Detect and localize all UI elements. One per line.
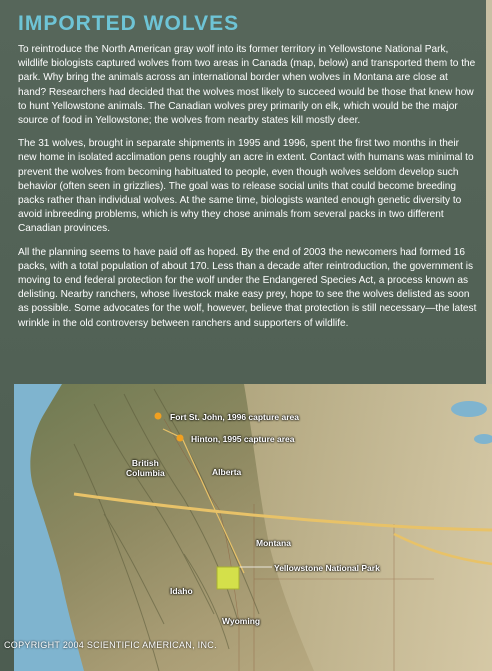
label-montana: Montana xyxy=(256,538,291,548)
paragraph-3: All the planning seems to have paid off as hoped. By the end of 2003 the newcomers had formed 16 packs, with a total population of about 170. Less than a decade after reintroduction, the government is moving to end federal protection for the wolf under the Endangered Species Act, a process known as delisting. Nearby ranchers, whose livestock make easy prey, hope to see the wolves delisted as soon as possible. Some advocates for the wolf, however, believe that protection is still necessary—the latest wrinkle in the old controversy between ranchers and supporters of wildlife. xyxy=(18,246,477,329)
label-fort-st-john: Fort St. John, 1996 capture area xyxy=(170,412,299,422)
relief-map xyxy=(14,384,492,671)
copyright-notice: COPYRIGHT 2004 SCIENTIFIC AMERICAN, INC. xyxy=(4,640,217,650)
label-british: British xyxy=(131,458,159,468)
yellowstone-park-marker xyxy=(217,567,239,589)
label-hinton: Hinton, 1995 capture area xyxy=(191,434,295,444)
article-title: IMPORTED WOLVES xyxy=(18,12,240,35)
article-body xyxy=(18,43,478,340)
lake xyxy=(451,401,487,417)
capture-area-1996-dot xyxy=(155,413,162,420)
label-idaho: Idaho xyxy=(170,586,193,596)
label-alberta: Alberta xyxy=(212,467,242,477)
map-graphic xyxy=(14,384,492,671)
label-columbia: Columbia xyxy=(126,468,165,478)
capture-area-1995-dot xyxy=(177,435,184,442)
label-wyoming: Wyoming xyxy=(222,616,261,626)
label-yellowstone: Yellowstone National Park xyxy=(274,563,380,573)
label-british-columbia xyxy=(126,458,165,478)
paragraph-1: To reintroduce the North American gray wolf into its former territory in Yellowstone National Park, wildlife biologists captured wolves from two areas in Canada (map, below) and transported them to the park. Why bring the animals across an international border when wolves in Montana are close at hand? Researchers had decided that the wolves most likely to succeed would be those that knew how to hunt Yellowstone animals. The Canadian wolves prey primarily on elk, which would be the major source of food in Yellowstone; the wolves from nearby states kill mostly deer. xyxy=(18,44,476,127)
paragraph-2: The 31 wolves, brought in separate shipments in 1995 and 1996, spent the first two months in their new home in isolated acclimation pens roughly an acre in extent. Contact with humans was minimal to prevent the wolves from becoming habituated to people, even though wolves seldom develop such behavior (often seen in grizzlies). The goal was to release social units that could become breeding packs rather than individual wolves. At the same time, biologists wanted enough genetic diversity to avoid inbreeding problems, which is why they chose animals from several packs in two different Canadian provinces. xyxy=(18,138,474,235)
